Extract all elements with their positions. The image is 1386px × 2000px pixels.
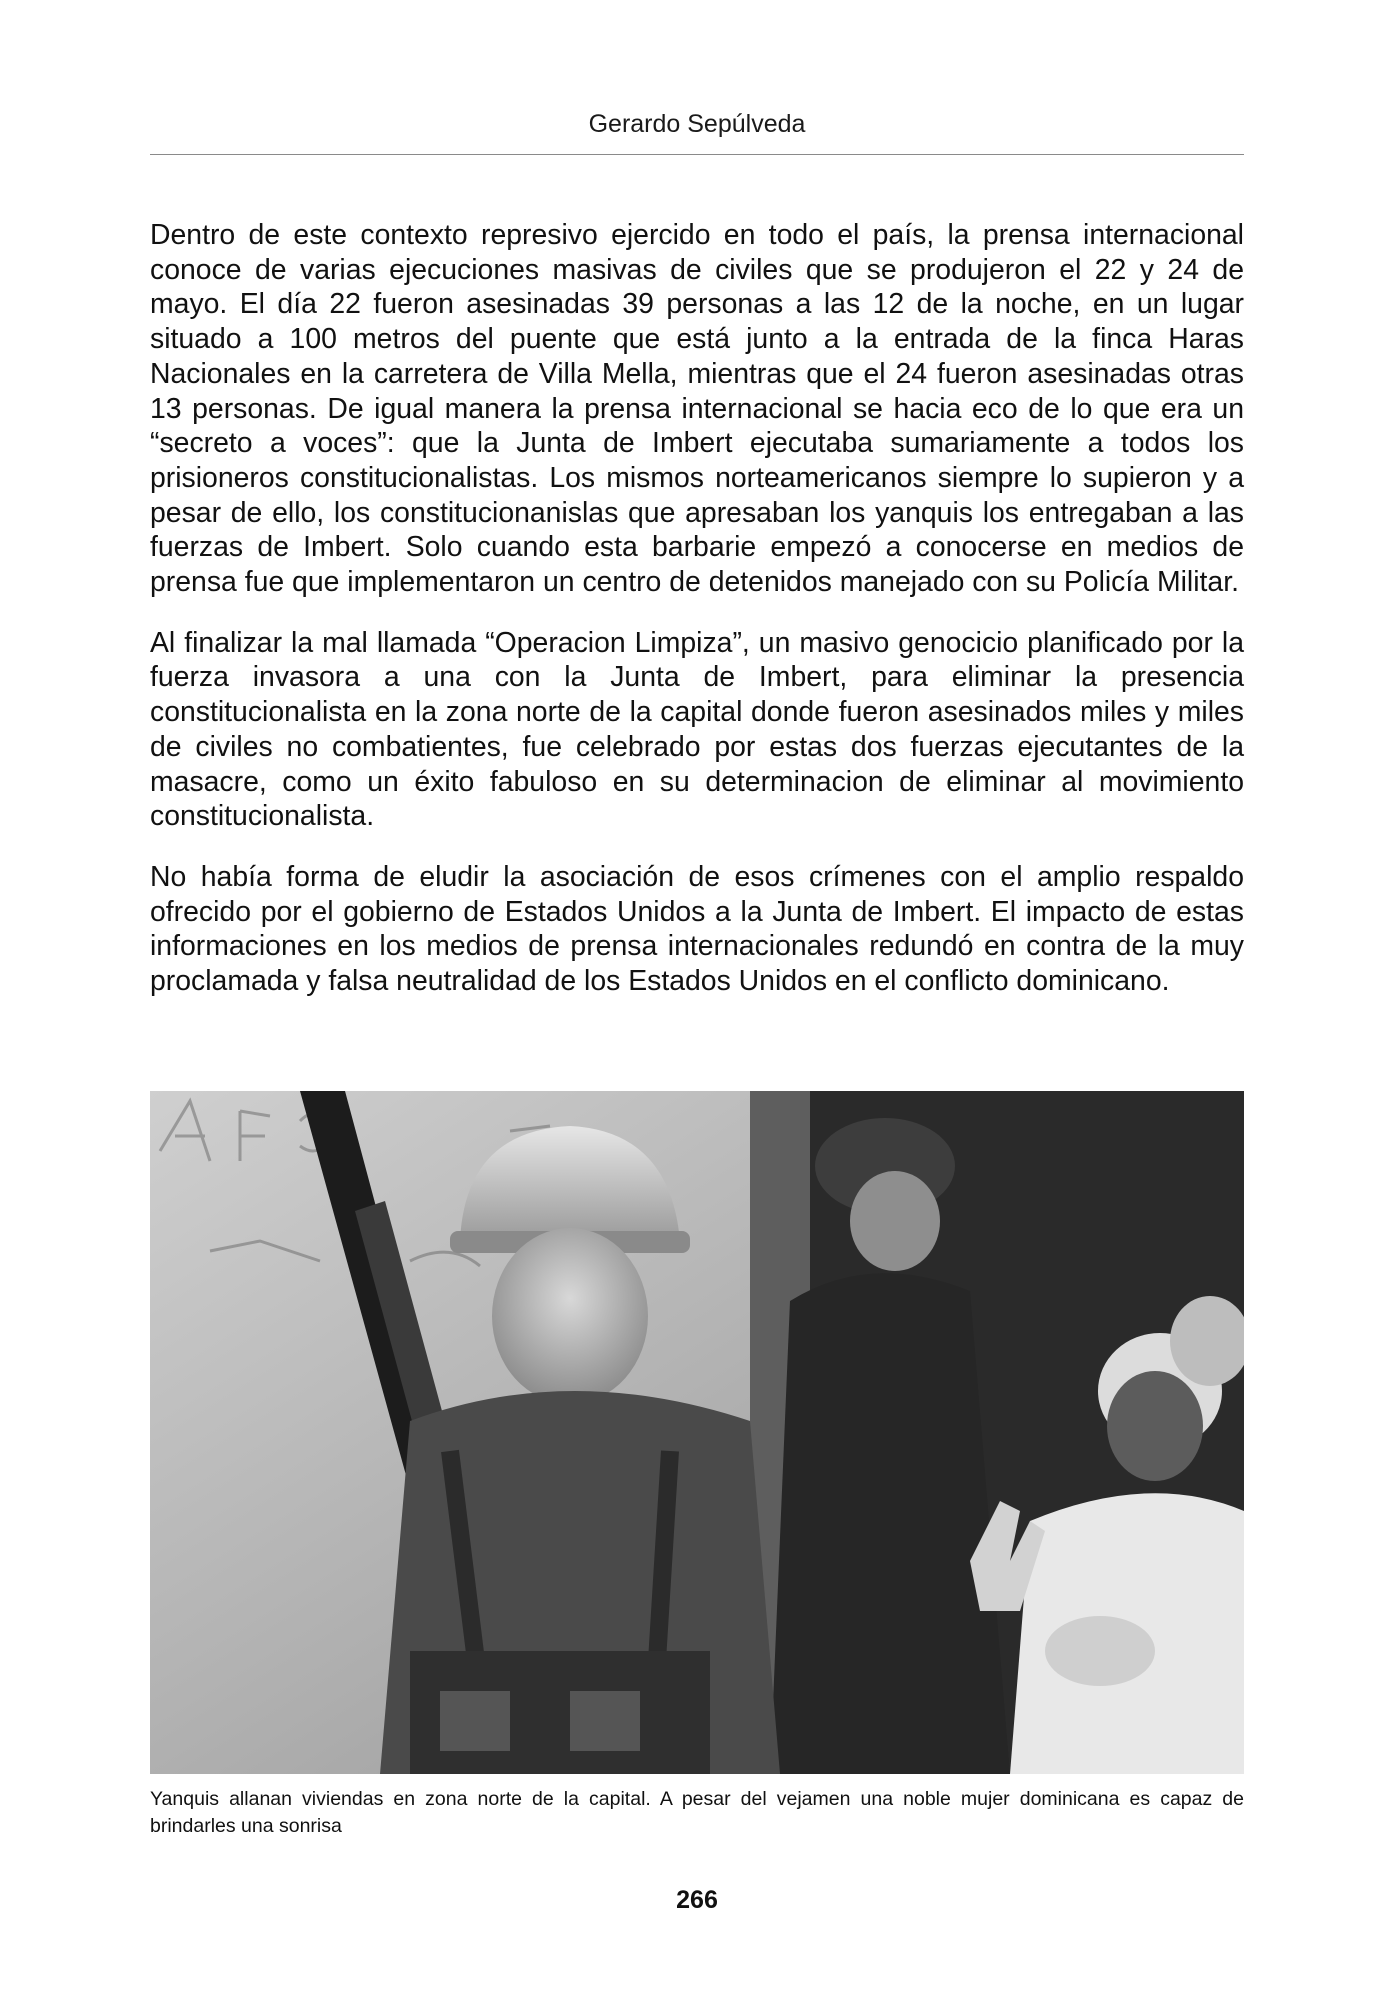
paragraph-2: Al finalizar la mal llamada “Operacion Limpiza”, un masivo genocicio planificado por la fuerza invasora a una con la Junta de Imbert, para eliminar la presencia constitucionalista en la zona norte de la capital donde fueron asesinados miles y miles de civiles no combatientes, fue celebrado por estas dos fuerzas ejecutantes de la masacre, como un éxito fabuloso en su determinacion de eliminar al movimiento constitucionalista. (150, 626, 1244, 833)
photo-woman-face (1107, 1371, 1203, 1481)
figure-caption: Yanquis allanan viviendas en zona norte de la capital. A pesar del vejamen una noble mujer dominicana es capaz de brindarles una sonrisa (150, 1788, 1244, 1837)
figure-photo (150, 1091, 1244, 1774)
paragraph-3: No había forma de eludir la asociación de esos crímenes con el amplio respaldo ofrecido por el gobierno de Estados Unidos a la Junta de Imbert. El impacto de estas informaciones en los medios de prensa internacionales redundó en contra de la muy proclamada y falsa neutralidad de los Estados Unidos en el conflicto dominicano. (150, 860, 1244, 998)
photo-front-soldier-face (492, 1228, 648, 1404)
photo-back-soldier-body (770, 1273, 1010, 1774)
photo-illustration (150, 1091, 1244, 1774)
paragraph-1: Dentro de este contexto represivo ejercido en todo el país, la prensa internacional conoce de varias ejecuciones masivas de civiles que se produjeron el 22 y 24 de mayo. El día 22 fueron asesinadas 39 personas a las 12 de la noche, en un lugar situado a 100 metros del puente que está junto a la entrada de la finca Haras Nacionales en la carretera de Villa Mella, mientras que el 24 fueron asesinadas otras 13 personas. De igual manera la prensa internacional se hacia eco de lo que era un “secreto a voces”: que la Junta de Imbert ejecutaba sumariamente a todos los prisioneros constitucionalistas. Los mismos norteamericanos siempre lo supieron y a pesar de ello, los constitucionanislas que apresaban los yanquis los entregaban a las fuerzas de Imbert. Solo cuando esta barbarie empezó a conocerse en medios de prensa fue que implementaron un centro de detenidos manejado con su Policía Militar. (150, 219, 1244, 599)
header-divider (150, 154, 1244, 155)
body-text (150, 218, 1244, 1025)
running-header: Gerardo Sepúlveda (588, 110, 806, 138)
page-number: 266 (676, 1886, 718, 1914)
